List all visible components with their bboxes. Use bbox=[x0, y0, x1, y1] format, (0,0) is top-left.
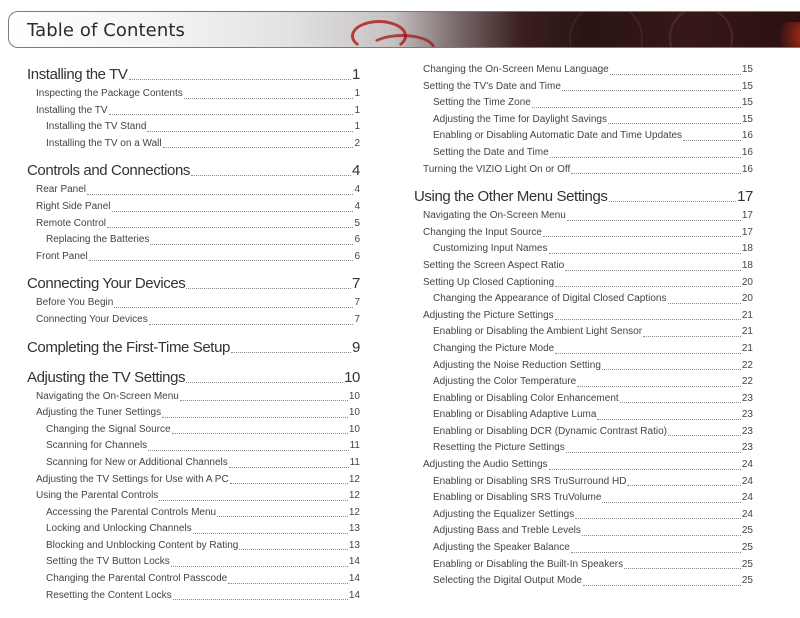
toc-page-number: 10 bbox=[348, 423, 360, 435]
dot-leader bbox=[597, 418, 740, 420]
toc-subsection-link[interactable] bbox=[27, 422, 360, 439]
toc-section-link[interactable] bbox=[27, 472, 360, 489]
dot-leader bbox=[148, 449, 348, 451]
toc-entry-title: Changing the Appearance of Digital Closed Captions bbox=[433, 293, 667, 305]
dot-leader bbox=[180, 399, 348, 401]
toc-page-number: 9 bbox=[352, 338, 360, 356]
toc-subsection-link[interactable] bbox=[414, 407, 753, 424]
toc-left-column bbox=[27, 62, 360, 604]
toc-subsection-link[interactable] bbox=[414, 145, 753, 162]
toc-entry-title: Adjusting Bass and Treble Levels bbox=[433, 525, 581, 537]
toc-page-number: 1 bbox=[354, 104, 360, 116]
toc-section-link[interactable] bbox=[27, 488, 360, 505]
toc-page-number: 25 bbox=[741, 575, 753, 587]
dot-leader bbox=[163, 146, 354, 148]
toc-page-number: 20 bbox=[741, 276, 753, 288]
dot-leader bbox=[583, 584, 741, 586]
decorative-emblem bbox=[569, 11, 643, 48]
dot-leader bbox=[602, 501, 740, 503]
dot-leader bbox=[129, 78, 352, 80]
toc-section-link[interactable] bbox=[414, 457, 753, 474]
toc-section-link[interactable] bbox=[27, 312, 360, 329]
toc-page-number: 2 bbox=[354, 137, 360, 149]
section-gap bbox=[27, 359, 360, 365]
toc-right-column bbox=[414, 62, 753, 590]
toc-page-number: 11 bbox=[349, 440, 360, 452]
dot-leader bbox=[184, 97, 354, 99]
decorative-glow bbox=[768, 22, 800, 48]
toc-page-number: 10 bbox=[348, 390, 360, 402]
toc-entry-title: Installing the TV bbox=[27, 66, 128, 83]
toc-page-number: 21 bbox=[741, 326, 753, 338]
toc-section-link[interactable] bbox=[27, 199, 360, 216]
toc-page-number: 12 bbox=[348, 490, 360, 502]
toc-chapter-link[interactable] bbox=[27, 64, 360, 86]
toc-entry-title: Adjusting the Tuner Settings bbox=[36, 407, 162, 419]
toc-entry-title: Adjusting the Picture Settings bbox=[423, 309, 554, 321]
dot-leader bbox=[575, 517, 741, 519]
dot-leader bbox=[571, 172, 741, 174]
dot-leader bbox=[149, 323, 354, 325]
toc-entry-title: Setting the Time Zone bbox=[433, 97, 531, 109]
dot-leader bbox=[109, 113, 354, 115]
toc-subsection-link[interactable] bbox=[414, 112, 753, 129]
toc-page-number: 1 bbox=[354, 88, 360, 99]
toc-entry-title: Adjusting the TV Settings bbox=[27, 368, 186, 386]
page-title: Table of Contents bbox=[27, 20, 186, 41]
dot-leader bbox=[114, 306, 353, 308]
toc-page-number: 14 bbox=[348, 589, 360, 601]
dot-leader bbox=[562, 89, 741, 91]
toc-section-link[interactable] bbox=[27, 249, 360, 266]
toc-entry-title: Connecting Your Devices bbox=[36, 313, 148, 325]
dot-leader bbox=[624, 567, 741, 569]
toc-subsection-link[interactable] bbox=[27, 521, 360, 538]
toc-entry-title: Selecting the Digital Output Mode bbox=[433, 575, 582, 587]
toc-entry-title: Enabling or Disabling SRS TruVolume bbox=[433, 492, 602, 504]
toc-page-number: 21 bbox=[741, 342, 753, 354]
section-gap bbox=[414, 178, 753, 184]
toc-chapter-link[interactable] bbox=[414, 186, 753, 208]
toc-page-number: 12 bbox=[348, 506, 360, 518]
toc-entry-title: Changing the Picture Mode bbox=[433, 342, 555, 354]
toc-chapter-link[interactable] bbox=[27, 337, 360, 359]
toc-subsection-link[interactable] bbox=[27, 571, 360, 588]
toc-entry-title: Changing the Signal Source bbox=[46, 423, 171, 435]
toc-subsection-link[interactable] bbox=[414, 341, 753, 358]
toc-page-number: 22 bbox=[741, 359, 753, 371]
dot-leader bbox=[571, 551, 741, 553]
toc-page-number: 15 bbox=[741, 113, 753, 125]
toc-entry-title: Scanning for New or Additional Channels bbox=[46, 456, 228, 468]
toc-section-link[interactable] bbox=[27, 405, 360, 422]
toc-section-link[interactable] bbox=[414, 162, 753, 179]
dot-leader bbox=[173, 598, 348, 600]
toc-subsection-link[interactable] bbox=[27, 505, 360, 522]
dot-leader bbox=[609, 200, 737, 202]
dot-leader bbox=[186, 381, 343, 383]
dot-leader bbox=[107, 226, 353, 228]
toc-entry-title: Adjusting the TV Settings for Use with A PC bbox=[36, 473, 229, 485]
toc-subsection-link[interactable] bbox=[414, 490, 753, 507]
toc-page-number: 10 bbox=[344, 368, 360, 386]
dot-leader bbox=[171, 565, 348, 567]
toc-subsection-link[interactable] bbox=[414, 424, 753, 441]
toc-entry-title: Enabling or Disabling SRS TruSurround HD bbox=[433, 475, 627, 487]
toc-entry-title: Locking and Unlocking Channels bbox=[46, 523, 192, 535]
dot-leader bbox=[191, 174, 351, 176]
toc-subsection-link[interactable] bbox=[414, 128, 753, 145]
toc-page-number: 25 bbox=[741, 558, 753, 570]
toc-entry-title: Setting the TV Button Locks bbox=[46, 556, 170, 568]
toc-page-number: 4 bbox=[354, 184, 360, 196]
toc-section-link[interactable] bbox=[414, 308, 753, 325]
toc-page-number: 24 bbox=[741, 508, 753, 520]
toc-page-number: 20 bbox=[741, 293, 753, 305]
dot-leader bbox=[668, 302, 741, 304]
toc-subsection-link[interactable] bbox=[414, 358, 753, 375]
toc-subsection-link[interactable] bbox=[414, 374, 753, 391]
dot-leader bbox=[162, 416, 348, 418]
toc-subsection-link[interactable] bbox=[414, 573, 753, 590]
dot-leader bbox=[172, 432, 348, 434]
toc-entry-title: Rear Panel bbox=[36, 184, 87, 196]
section-gap bbox=[27, 152, 360, 158]
dot-leader bbox=[555, 352, 741, 354]
toc-section-link[interactable] bbox=[27, 216, 360, 233]
toc-entry-title: Adjusting the Time for Daylight Savings bbox=[433, 113, 607, 125]
dot-leader bbox=[239, 548, 348, 550]
toc-section-link[interactable] bbox=[27, 295, 360, 312]
toc-subsection-link[interactable] bbox=[27, 232, 360, 249]
toc-page-number: 17 bbox=[737, 188, 753, 206]
dot-leader bbox=[567, 219, 741, 221]
dot-leader bbox=[159, 499, 348, 501]
toc-entry-title: Setting the Date and Time bbox=[433, 146, 549, 158]
dot-leader bbox=[683, 139, 741, 141]
dot-leader bbox=[87, 193, 353, 195]
toc-page-number: 10 bbox=[348, 407, 360, 419]
toc-page-number: 11 bbox=[349, 456, 360, 468]
toc-page-number: 7 bbox=[354, 313, 360, 325]
toc-section-link[interactable] bbox=[414, 79, 753, 96]
toc-section-link[interactable] bbox=[27, 182, 360, 199]
decorative-emblem bbox=[669, 11, 733, 48]
toc-subsection-link[interactable] bbox=[414, 507, 753, 524]
dot-leader bbox=[608, 122, 741, 124]
toc-section-link[interactable] bbox=[414, 225, 753, 242]
toc-subsection-link[interactable] bbox=[414, 241, 753, 258]
dot-leader bbox=[566, 451, 741, 453]
toc-page-number: 18 bbox=[741, 243, 753, 255]
toc-entry-title: Replacing the Batteries bbox=[46, 234, 150, 246]
toc-section-link[interactable] bbox=[414, 275, 753, 292]
toc-subsection-link[interactable] bbox=[414, 523, 753, 540]
toc-entry-title: Using the Other Menu Settings bbox=[414, 188, 608, 206]
toc-entry-title: Enabling or Disabling the Built-In Speakers bbox=[433, 558, 624, 570]
toc-page-number: 15 bbox=[741, 64, 753, 75]
dot-leader bbox=[217, 515, 348, 517]
toc-chapter-link[interactable] bbox=[27, 273, 360, 295]
toc-section-link[interactable] bbox=[414, 258, 753, 275]
toc-page-number: 7 bbox=[354, 297, 360, 309]
toc-subsection-link[interactable] bbox=[27, 554, 360, 571]
toc-entry-title: Remote Control bbox=[36, 217, 107, 229]
toc-page-number: 12 bbox=[348, 473, 360, 485]
toc-subsection-link[interactable] bbox=[27, 588, 360, 605]
dot-leader bbox=[229, 466, 349, 468]
toc-page-number: 17 bbox=[741, 226, 753, 238]
toc-subsection-link[interactable] bbox=[414, 540, 753, 557]
toc-page-number: 4 bbox=[354, 200, 360, 212]
toc-entry-title: Enabling or Disabling Automatic Date and Time Updates bbox=[433, 130, 683, 142]
toc-entry-title: Resetting the Content Locks bbox=[46, 589, 172, 601]
toc-entry-title: Enabling or Disabling the Ambient Light Sensor bbox=[433, 326, 643, 338]
toc-entry-title: Adjusting the Speaker Balance bbox=[433, 542, 570, 554]
toc-page-number: 23 bbox=[741, 409, 753, 421]
section-gap bbox=[27, 329, 360, 335]
dot-leader bbox=[89, 259, 354, 261]
toc-page-number: 23 bbox=[741, 425, 753, 437]
toc-subsection-link[interactable] bbox=[27, 438, 360, 455]
dot-leader bbox=[577, 385, 741, 387]
toc-entry-title: Navigating the On-Screen Menu bbox=[36, 390, 179, 402]
toc-entry-title: Setting Up Closed Captioning bbox=[423, 276, 555, 288]
toc-subsection-link[interactable] bbox=[27, 455, 360, 472]
toc-entry-title: Adjusting the Noise Reduction Setting bbox=[433, 359, 601, 371]
toc-page-number: 25 bbox=[741, 542, 753, 554]
dot-leader bbox=[147, 130, 353, 132]
toc-subsection-link[interactable] bbox=[27, 136, 360, 153]
dot-leader bbox=[555, 285, 741, 287]
dot-leader bbox=[610, 73, 741, 75]
toc-entry-title: Changing the On-Screen Menu Language bbox=[423, 64, 609, 75]
toc-section-link[interactable] bbox=[414, 62, 753, 79]
toc-entry-title: Changing the Input Source bbox=[423, 226, 542, 238]
toc-entry-title: Setting the TV's Date and Time bbox=[423, 80, 561, 92]
toc-page-number: 23 bbox=[741, 392, 753, 404]
dot-leader bbox=[532, 106, 741, 108]
dot-leader bbox=[565, 269, 741, 271]
toc-entry-title: Accessing the Parental Controls Menu bbox=[46, 506, 217, 518]
dot-leader bbox=[582, 534, 741, 536]
toc-entry-title: Setting the Screen Aspect Ratio bbox=[423, 259, 565, 271]
toc-subsection-link[interactable] bbox=[27, 119, 360, 136]
toc-page-number: 7 bbox=[352, 275, 360, 293]
toc-chapter-link[interactable] bbox=[27, 367, 360, 389]
dot-leader bbox=[555, 318, 741, 320]
toc-entry-title: Inspecting the Package Contents bbox=[36, 88, 183, 99]
toc-subsection-link[interactable] bbox=[414, 557, 753, 574]
toc-page-number: 16 bbox=[741, 130, 753, 142]
toc-entry-title: Scanning for Channels bbox=[46, 440, 148, 452]
toc-page-number: 6 bbox=[354, 250, 360, 262]
toc-entry-title: Customizing Input Names bbox=[433, 243, 548, 255]
toc-page-number: 16 bbox=[741, 163, 753, 175]
toc-page-number: 14 bbox=[348, 556, 360, 568]
toc-section-link[interactable] bbox=[27, 389, 360, 406]
toc-entry-title: Enabling or Disabling DCR (Dynamic Contrast Ratio) bbox=[433, 425, 667, 437]
toc-page-number: 16 bbox=[741, 146, 753, 158]
toc-subsection-link[interactable] bbox=[414, 474, 753, 491]
toc-entry-title: Changing the Parental Control Passcode bbox=[46, 573, 228, 585]
toc-page-number: 15 bbox=[741, 97, 753, 109]
toc-entry-title: Adjusting the Audio Settings bbox=[423, 459, 548, 471]
dot-leader bbox=[620, 401, 741, 403]
dot-leader bbox=[549, 252, 741, 254]
toc-page-number: 23 bbox=[741, 442, 753, 454]
toc-page-number: 1 bbox=[354, 121, 360, 133]
toc-entry-title: Resetting the Picture Settings bbox=[433, 442, 565, 454]
toc-page-number: 18 bbox=[741, 259, 753, 271]
toc-entry-title: Installing the TV bbox=[36, 104, 108, 116]
toc-page-number: 24 bbox=[741, 492, 753, 504]
toc-page-number: 21 bbox=[741, 309, 753, 321]
toc-entry-title: Enabling or Disabling Adaptive Luma bbox=[433, 409, 597, 421]
toc-entry-title: Installing the TV Stand bbox=[46, 121, 147, 133]
toc-page-number: 24 bbox=[741, 459, 753, 471]
toc-page-number: 6 bbox=[354, 234, 360, 246]
toc-section-link[interactable] bbox=[27, 103, 360, 120]
toc-page-number: 22 bbox=[741, 376, 753, 388]
toc-chapter-link[interactable] bbox=[27, 160, 360, 182]
toc-entry-title: Front Panel bbox=[36, 250, 88, 262]
toc-entry-title: Completing the First-Time Setup bbox=[27, 338, 230, 356]
toc-page-number: 25 bbox=[741, 525, 753, 537]
dot-leader bbox=[112, 210, 354, 212]
toc-page-number: 17 bbox=[741, 210, 753, 222]
toc-entry-title: Navigating the On-Screen Menu bbox=[423, 210, 566, 222]
dot-leader bbox=[150, 243, 353, 245]
dot-leader bbox=[543, 235, 741, 237]
dot-leader bbox=[643, 335, 741, 337]
toc-entry-title: Controls and Connections bbox=[27, 162, 191, 180]
dot-leader bbox=[550, 156, 741, 158]
toc-entry-title: Turning the VIZIO Light On or Off bbox=[423, 163, 571, 175]
dot-leader bbox=[602, 368, 741, 370]
dot-leader bbox=[193, 532, 348, 534]
toc-subsection-link[interactable] bbox=[27, 538, 360, 555]
toc-entry-title: Adjusting the Equalizer Settings bbox=[433, 508, 575, 520]
toc-entry-title: Installing the TV on a Wall bbox=[46, 137, 162, 149]
toc-entry-title: Adjusting the Color Temperature bbox=[433, 376, 577, 388]
toc-page-number: 4 bbox=[352, 162, 360, 180]
toc-entry-title: Blocking and Unblocking Content by Rating bbox=[46, 539, 239, 551]
toc-page-number: 14 bbox=[348, 573, 360, 585]
toc-page-number: 24 bbox=[741, 475, 753, 487]
toc-subsection-link[interactable] bbox=[414, 324, 753, 341]
toc-entry-title: Using the Parental Controls bbox=[36, 490, 159, 502]
toc-subsection-link[interactable] bbox=[414, 95, 753, 112]
toc-subsection-link[interactable] bbox=[414, 291, 753, 308]
dot-leader bbox=[549, 468, 741, 470]
toc-entry-title: Connecting Your Devices bbox=[27, 275, 186, 293]
dot-leader bbox=[627, 484, 740, 486]
toc-page-number: 13 bbox=[348, 539, 360, 551]
dot-leader bbox=[228, 582, 348, 584]
toc-entry-title: Enabling or Disabling Color Enhancement bbox=[433, 392, 619, 404]
toc-subsection-link[interactable] bbox=[414, 440, 753, 457]
toc-entry-title: Right Side Panel bbox=[36, 200, 111, 212]
toc-page-number: 15 bbox=[741, 80, 753, 92]
dot-leader bbox=[231, 351, 351, 353]
dot-leader bbox=[186, 287, 351, 289]
toc-section-link[interactable] bbox=[27, 86, 360, 103]
toc-entry-title: Before You Begin bbox=[36, 297, 114, 309]
toc-page-number: 1 bbox=[352, 66, 360, 83]
toc-section-link[interactable] bbox=[414, 208, 753, 225]
dot-leader bbox=[230, 482, 348, 484]
section-gap bbox=[27, 265, 360, 271]
toc-subsection-link[interactable] bbox=[414, 391, 753, 408]
toc-page-number: 5 bbox=[354, 217, 360, 229]
dot-leader bbox=[668, 434, 741, 436]
toc-page-number: 13 bbox=[348, 523, 360, 535]
header-banner bbox=[8, 11, 800, 48]
